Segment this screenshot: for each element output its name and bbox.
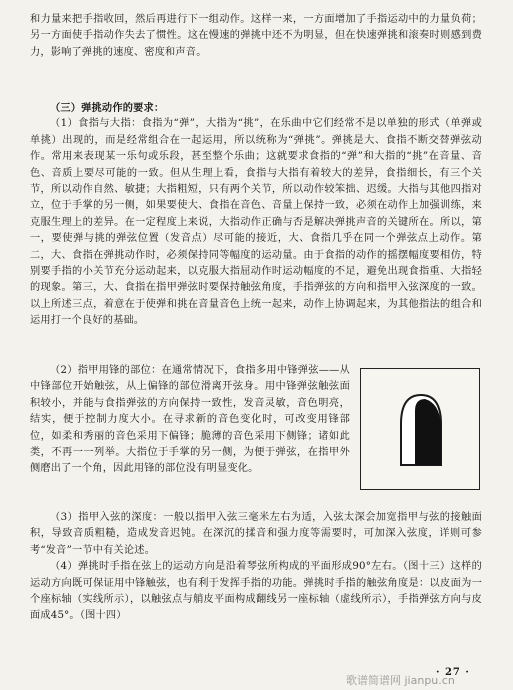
text-block-top [30, 12, 482, 61]
paragraph-1: （1）食指与大指：食指为“弹”，大指为“挑”，在乐曲中它们经常不是以单独的形式（单弹或单挑）出现的，而是经常组合在一起运用，所以统称为“弹挑”。弹挑是大、食指不断交替弹弦动作。常用来表现某一乐句或乐段，甚至整个乐曲；这就要求食指的“弹”和大指的“挑”在音量、音色、音质上要尽可能的一致。但从生理上看，食指与大指有着较大的差异，食指细长，有三个关节，所以动作自然、敏捷；大指粗短，只有两个关节，所以动作较笨拙、迟缓。大指与其他四指对立，位于手掌的另一侧，如果要使大、食指在音色、音量上保持一致，必须在动作上加强训练，来克服生理上的差异。在一定程度上来说，大指动作正确与否是解决弹挑声音的关键所在。所以，第一，要使弹与挑的弹弦位置（发音点）尽可能的接近，大、食指几乎在同一个弹弦点上动作。第二，大、食指在弹挑动作时，必须保持同等幅度的运动量。由于食指的动作的摇摆幅度要相仿，特别要手指的小关节充分运动起来，以克服大指屈动作时运动幅度的不足，避免出现食指重、大指轻的现象。第三，大、食指在指甲弹弦时要保持触弦角度，手指弹弦的方向和指甲入弦深度的一致。以上所述三点，着意在于使弹和挑在音量音色上统一起来，动作上协调起来，为其他指法的组合和运用打一个良好的基础。 [30, 118, 482, 327]
paragraph-continuation: 和力量来把手指收回，然后再进行下一组动作。这样一来，一方面增加了手指运动中的力量负荷；另一方面使手指动作失去了惯性。这在慢速的弹挑中还不为明显，但在快速弹挑和滚奏时则感到费力，影响了弹挑的速度、密度和声音。 [30, 14, 482, 58]
text-block-bottom [30, 510, 482, 625]
text-block-beside-figure [30, 363, 350, 478]
paragraph-2: （2）指甲用锋的部位：在通常情况下，食指多用中锋弹弦——从中锋部位开始触弦，从上偏锋的部位滑离开弦身。用中锋弹弦触弦面积较小，并能与食指弹弦的方向保持一致性，发音灵敏，音色明亮，结实，便于控制力度大小。在寻求新的音色变化时，可改变用锋部位，如柔和秀丽的音色采用下偏锋；脆薄的音色采用下侧锋；诸如此类，不再一一列举。大指位于手掌的另一侧，为便于弹弦，在指甲外侧磨出了一个角，因此用锋的部位没有明显变化。 [30, 365, 350, 475]
paragraph-4: （4）弹挑时手指在弦上的运动方向是沿着琴弦所构成的平面形成90°左右。（图十三）这样的运动方向既可保证用中锋触弦，也有利于发挥手指的功能。弹挑时手指的触弦角度是：以皮面为一个座标轴（实线所示），以触弦点与艄皮平面构成翻线另一座标轴（虚线所示），手指弹弦方向与皮面成45°。（图十四） [30, 561, 482, 622]
fingernail-figure [360, 368, 480, 490]
section-heading: （三）弹挑动作的要求： [50, 102, 165, 114]
page-number: · 27 · [436, 667, 470, 678]
text-block-main [30, 100, 482, 330]
site-watermark: 歌谱简谱网 jianpu.cn [346, 674, 455, 687]
paragraph-3: （3）指甲入弦的深度：一般以指甲入弦三毫米左右为适，入弦太深会加宽指甲与弦的接触面积，导致音质粗糙，造成发音迟钝。在深沉的揉音和强力度等需要时，可加深入弦度，详则可参考“发音”一节中有关论述。 [30, 512, 482, 556]
fingernail-shape-icon [361, 369, 479, 489]
